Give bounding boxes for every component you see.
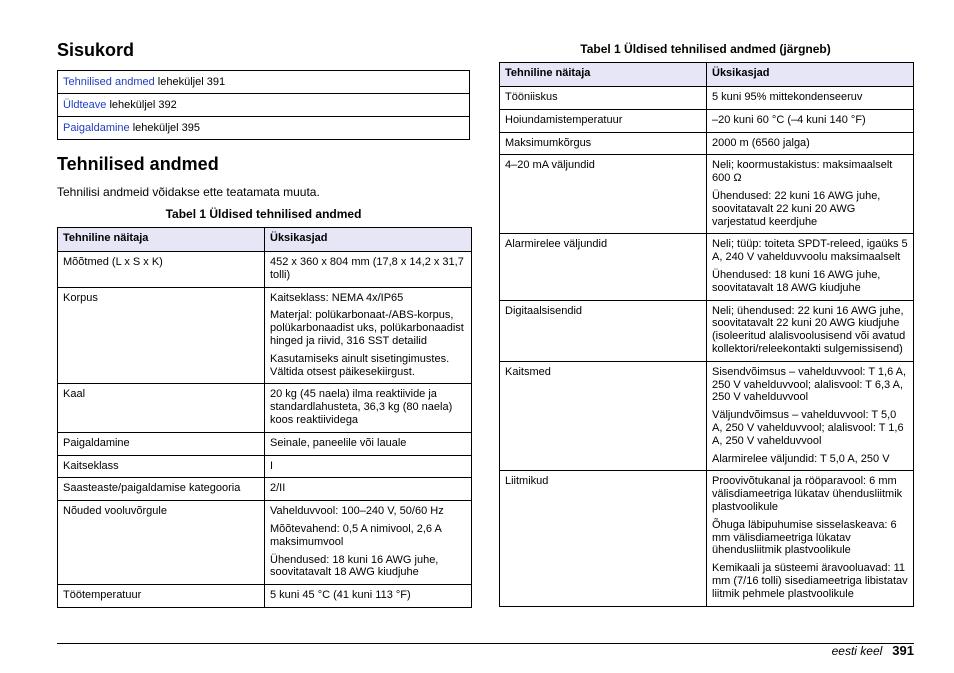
toc-row [58,117,470,140]
detail-text: Materjal: polükarbonaat-/ABS-korpus, polükarbonaadist uks, polükarbonaadist hinged ja riivid, 316 SST detailid [270,309,464,347]
detail-text: Ühendused: 18 kuni 16 AWG juhe, soovitatavalt 18 AWG kiudjuhe [270,553,439,579]
toc-link[interactable]: Üldteave [63,99,107,111]
parameter-cell: Maksimumkõrgus [500,132,707,155]
parameter-cell: Tööniiskus [500,87,707,110]
toc-entry [58,71,470,94]
detail-text: Ühendused: 18 kuni 16 AWG juhe, soovitatavalt 18 AWG kiudjuhe [712,268,881,294]
toc-page-ref: leheküljel 392 [106,99,177,111]
spec-table-right [499,62,914,607]
parameter-cell: Hoiundamistemperatuur [500,109,707,132]
table-row [500,361,914,471]
details-cell [707,155,914,234]
intro-text: Tehnilisi andmeid võidakse ette teatamata muuta. [57,185,320,199]
details-cell [265,384,472,432]
table-caption: Tabel 1 Üldised tehnilised andmed [165,207,362,221]
detail-text: Õhuga läbipuhumise sisselaskeava: 6 mm välisdiameetriga lükatav ühendusliitmik plastvoolikule [712,518,897,557]
toc-row [58,71,470,94]
parameter-cell: Kaitsmed [500,361,707,471]
toc-table [57,70,470,140]
details-cell [265,501,472,585]
detail-text: Alarmirelee väljundid: T 5,0 A, 250 V [712,452,890,465]
page-footer [832,643,914,658]
details-cell [707,471,914,606]
detail-text: Neli; koormustakistus: maksimaalselt 600 Ω [712,159,893,185]
table-row [500,132,914,155]
details-cell [265,585,472,608]
detail-text: Ühendused: 22 kuni 16 AWG juhe, soovitatavalt 22 kuni 20 AWG varjestatud keerdjuhe [712,189,881,228]
detail-text: 20 kg (45 naela) ilma reaktiivide ja standardlahusteta, 36,3 kg (80 naela) koos reaktiividega [270,388,453,426]
table-row [58,478,472,501]
parameter-cell: Töötemperatuur [58,585,265,608]
table-row [58,287,472,384]
detail-text: Neli; tüüp: toiteta SPDT-releed, igaüks 5 A, 240 V vahelduvvoolu maksimaalselt [712,238,908,264]
table-row [500,300,914,361]
detail-text: Kasutamiseks ainult sisetingimustes. Vältida otsest päikesekiirgust. [270,352,450,378]
table-row [500,155,914,234]
spec-table-left [57,227,472,608]
table-row [58,384,472,432]
table-row [58,501,472,585]
detail-text: 5 kuni 45 °C (41 kuni 113 °F) [270,589,411,602]
detail-text: Kemikaali ja süsteemi äravooluavad: 11 mm (7/16 tolli) sisediameetriga libistatav liitmik pehmele plastvoolikule [712,562,908,600]
details-cell [265,432,472,455]
detail-text: I [270,459,274,472]
table-header-row [500,63,914,87]
parameter-cell: Korpus [58,287,265,384]
detail-text: Vahelduvvool: 100–240 V, 50/60 Hz [270,505,444,518]
toc-page-ref: leheküljel 395 [129,122,200,134]
parameter-cell: Kaitseklass [58,455,265,478]
table-row [500,234,914,300]
detail-text: 2/II [270,482,286,495]
parameter-cell: 4–20 mA väljundid [500,155,707,234]
table-row [58,252,472,288]
toc-entry [58,117,470,140]
table-header-row [58,228,472,252]
detail-text: Seinale, paneelile või lauale [270,436,407,449]
header-details: Üksikasjad [707,63,914,87]
parameter-cell: Liitmikud [500,471,707,606]
table-row [58,432,472,455]
parameter-cell: Digitaalsisendid [500,300,707,361]
detail-text: Kaitseklass: NEMA 4x/IP65 [270,291,404,304]
header-details: Üksikasjad [265,228,472,252]
header-parameter: Tehniline näitaja [58,228,265,252]
toc-page-ref: leheküljel 391 [154,76,226,88]
parameter-cell: Nõuded vooluvõrgule [58,501,265,585]
table-row [58,585,472,608]
parameter-cell: Paigaldamine [58,432,265,455]
footer-rule [57,643,914,644]
toc-link[interactable]: Tehnilised andmed [63,76,155,88]
header-parameter: Tehniline näitaja [500,63,707,87]
table-row [500,109,914,132]
details-cell [707,87,914,110]
parameter-cell: Saasteaste/paigaldamise kategooria [58,478,265,501]
parameter-cell: Mõõtmed (L x S x K) [58,252,265,288]
section-title: Tehnilised andmed [57,154,219,174]
detail-text: Neli; ühendused: 22 kuni 16 AWG juhe, soovitatavalt 22 kuni 20 AWG kiudjuhe (isoleeritud alalisvoolusisend või avatud kollektori/releekontakti sulgemissisend) [712,304,906,355]
detail-text: Proovivõtukanal ja rööparavool: 6 mm välisdiameetriga lükatav ühendusliitmik plastvoolikule [712,475,903,513]
table-caption-continued: Tabel 1 Üldised tehnilised andmed (järgneb) [580,42,831,56]
toc-link[interactable]: Paigaldamine [63,122,130,134]
detail-text: Mõõtevahend: 0,5 A nimivool, 2,6 A maksimumvool [270,522,442,548]
table-row [58,455,472,478]
detail-text: 5 kuni 95% mittekondenseeruv [712,91,863,103]
parameter-cell: Alarmirelee väljundid [500,234,707,300]
detail-text: Sisendvõimsus – vahelduvvool: T 1,6 A, 250 V vahelduvvool; alalisvool: T 6,3 A, 250 V vahelduvvool [712,365,907,404]
table-row [500,471,914,606]
toc-entry [58,94,470,117]
footer-language: eesti keel [831,644,883,658]
details-cell [707,109,914,132]
details-cell [265,252,472,288]
details-cell [265,287,472,384]
toc-title: Sisukord [57,40,135,60]
details-cell [707,300,914,361]
details-cell [265,478,472,501]
detail-text: 452 x 360 x 804 mm (17,8 x 14,2 x 31,7 tolli) [270,256,464,281]
details-cell [707,361,914,471]
parameter-cell: Kaal [58,384,265,432]
table-row [500,87,914,110]
toc-row [58,94,470,117]
page-number: 391 [892,643,914,658]
detail-text: Väljundvõimsus – vahelduvvool: T 5,0 A, 250 V vahelduvvool; alalisvool: T 1,6 A, 250 V vahelduvvool [712,409,904,447]
detail-text: –20 kuni 60 °C (–4 kuni 140 °F) [712,113,866,126]
detail-text: 2000 m (6560 jalga) [712,136,810,149]
details-cell [707,132,914,155]
details-cell [707,234,914,300]
details-cell [265,455,472,478]
